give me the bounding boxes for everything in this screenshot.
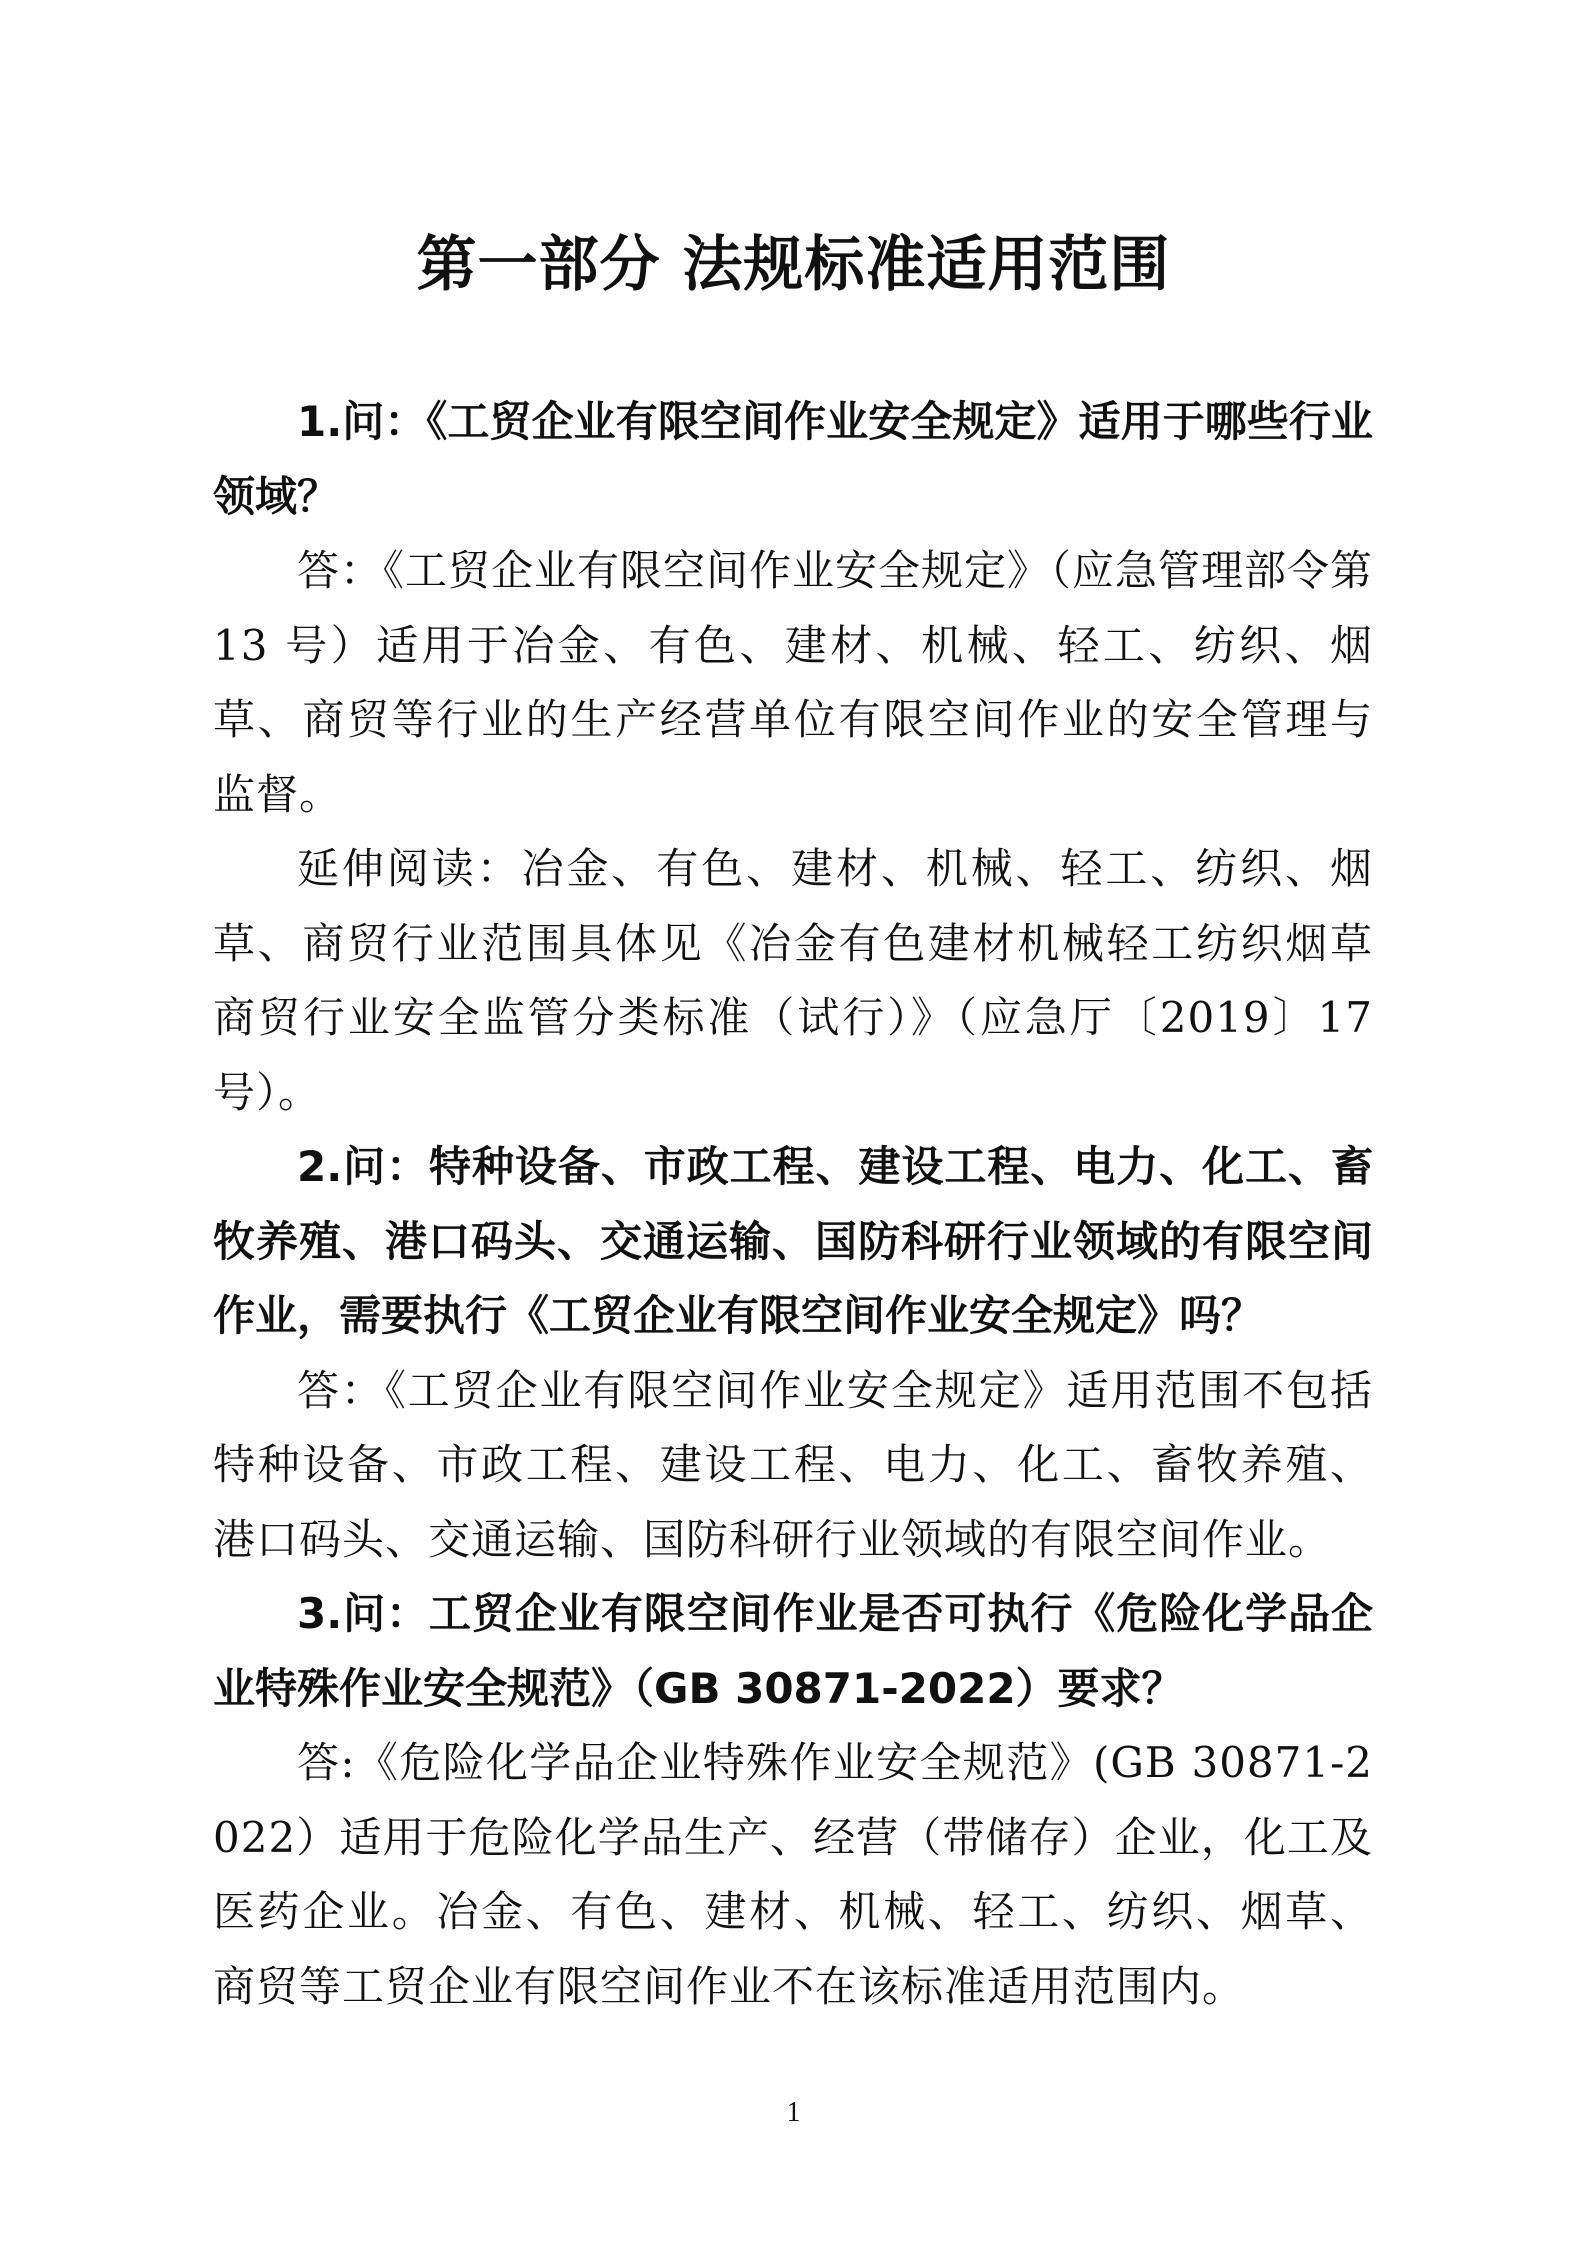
extended-reading-1: 延伸阅读：冶金、有色、建材、机械、轻工、纺织、烟草、商贸行业范围具体见《冶金有色建材机械轻工纺织烟草商贸行业安全监管分类标准（试行）》（应急厅〔2019〕17 号）。	[213, 844, 1373, 1117]
question-3: 3.问：工贸企业有限空间作业是否可执行《危险化学品企业特殊作业安全规范》（GB 30871-2022）要求？	[213, 1589, 1373, 1713]
answer-1: 答：《工贸企业有限空间作业安全规定》（应急管理部令第 13 号）适用于冶金、有色、建材、机械、轻工、纺织、烟草、商贸等行业的生产经营单位有限空间作业的安全管理与监督。	[213, 546, 1374, 819]
question-1: 1.问：《工贸企业有限空间作业安全规定》适用于哪些行业领域？	[213, 397, 1373, 521]
question-2: 2.问：特种设备、市政工程、建设工程、电力、化工、畜牧养殖、港口码头、交通运输、国防科研行业领域的有限空间作业，需要执行《工贸企业有限空间作业安全规定》吗？	[213, 1142, 1373, 1340]
document-body	[213, 385, 1373, 2024]
answer-2: 答：《工贸企业有限空间作业安全规定》适用范围不包括特种设备、市政工程、建设工程、电力、化工、畜牧养殖、港口码头、交通运输、国防科研行业领域的有限空间作业。	[213, 1365, 1373, 1564]
page-title: 第一部分 法规标准适用范围	[416, 230, 1171, 300]
answer-3: 答:《危险化学品企业特殊作业安全规范》(GB 30871-2022）适用于危险化学品生产、经营（带储存）企业，化工及医药企业。冶金、有色、建材、机械、轻工、纺织、烟草、商贸等工贸企业有限空间作业不在该标准适用范围内。	[213, 1738, 1373, 2011]
page-number: 1	[786, 2097, 801, 2128]
